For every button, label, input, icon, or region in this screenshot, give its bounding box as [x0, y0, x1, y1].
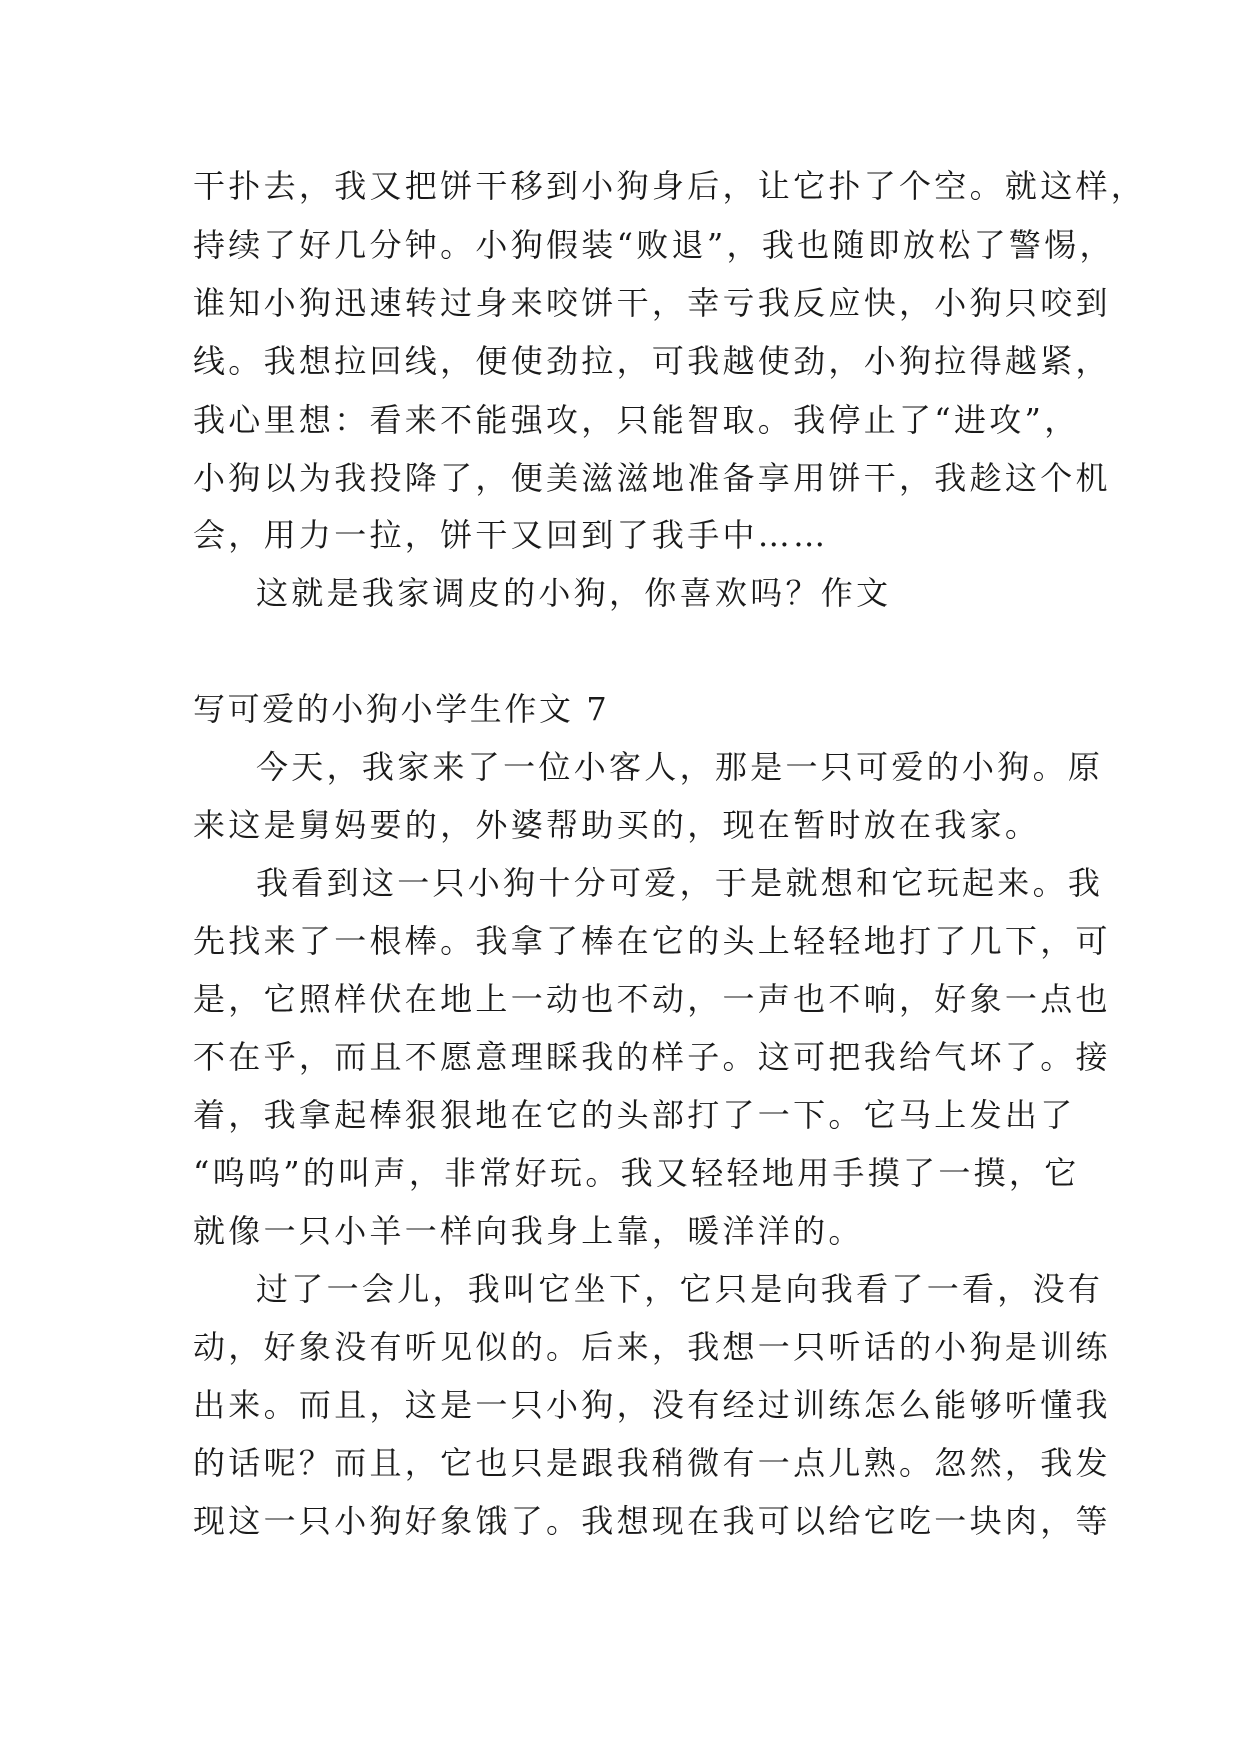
paragraph-first-line: 今天，我家来了一位小客人，那是一只可爱的小狗。原 — [256, 748, 1104, 786]
text-line: 我心里想：看来不能强攻，只能智取。我停止了“进攻”， — [193, 401, 1080, 439]
text-line: 干扑去，我又把饼干移到小狗身后，让它扑了个空。就这样， — [193, 167, 1147, 205]
text-line: 不在乎，而且不愿意理睬我的样子。这可把我给气坏了。接 — [193, 1038, 1111, 1076]
text-line: 线。我想拉回线，便使劲拉，可我越使劲，小狗拉得越紧， — [193, 342, 1111, 380]
paragraph-first-line: 这就是我家调皮的小狗，你喜欢吗？作文 — [256, 574, 892, 612]
text-line: 着，我拿起棒狠狠地在它的头部打了一下。它马上发出了 — [193, 1096, 1076, 1134]
text-line: 就像一只小羊一样向我身上靠，暖洋洋的。 — [193, 1212, 864, 1250]
text-line: 谁知小狗迅速转过身来咬饼干，幸亏我反应快，小狗只咬到 — [193, 284, 1111, 322]
text-line: 的话呢？而且，它也只是跟我稍微有一点儿熟。忽然，我发 — [193, 1444, 1111, 1482]
text-line: 持续了好几分钟。小狗假装“败退”，我也随即放松了警惕， — [193, 226, 1115, 264]
text-line: “呜呜”的叫声，非常好玩。我又轻轻地用手摸了一摸，它 — [193, 1154, 1080, 1192]
text-line: 会，用力一拉，饼干又回到了我手中…… — [193, 516, 829, 554]
text-line: 先找来了一根棒。我拿了棒在它的头上轻轻地打了几下，可 — [193, 922, 1111, 960]
paragraph-first-line: 过了一会儿，我叫它坐下，它只是向我看了一看，没有 — [256, 1270, 1104, 1308]
text-line: 来这是舅妈要的，外婆帮助买的，现在暂时放在我家。 — [193, 806, 1041, 844]
text-line: 是，它照样伏在地上一动也不动，一声也不响，好象一点也 — [193, 980, 1111, 1018]
text-line: 小狗以为我投降了，便美滋滋地准备享用饼干，我趁这个机 — [193, 459, 1111, 497]
paragraph-first-line: 我看到这一只小狗十分可爱，于是就想和它玩起来。我 — [256, 864, 1104, 902]
text-line: 现这一只小狗好象饿了。我想现在我可以给它吃一块肉，等 — [193, 1502, 1111, 1540]
section-heading: 写可爱的小狗小学生作文 7 — [193, 690, 610, 728]
text-line: 动，好象没有听见似的。后来，我想一只听话的小狗是训练 — [193, 1328, 1111, 1366]
text-line: 出来。而且，这是一只小狗，没有经过训练怎么能够听懂我 — [193, 1386, 1111, 1424]
